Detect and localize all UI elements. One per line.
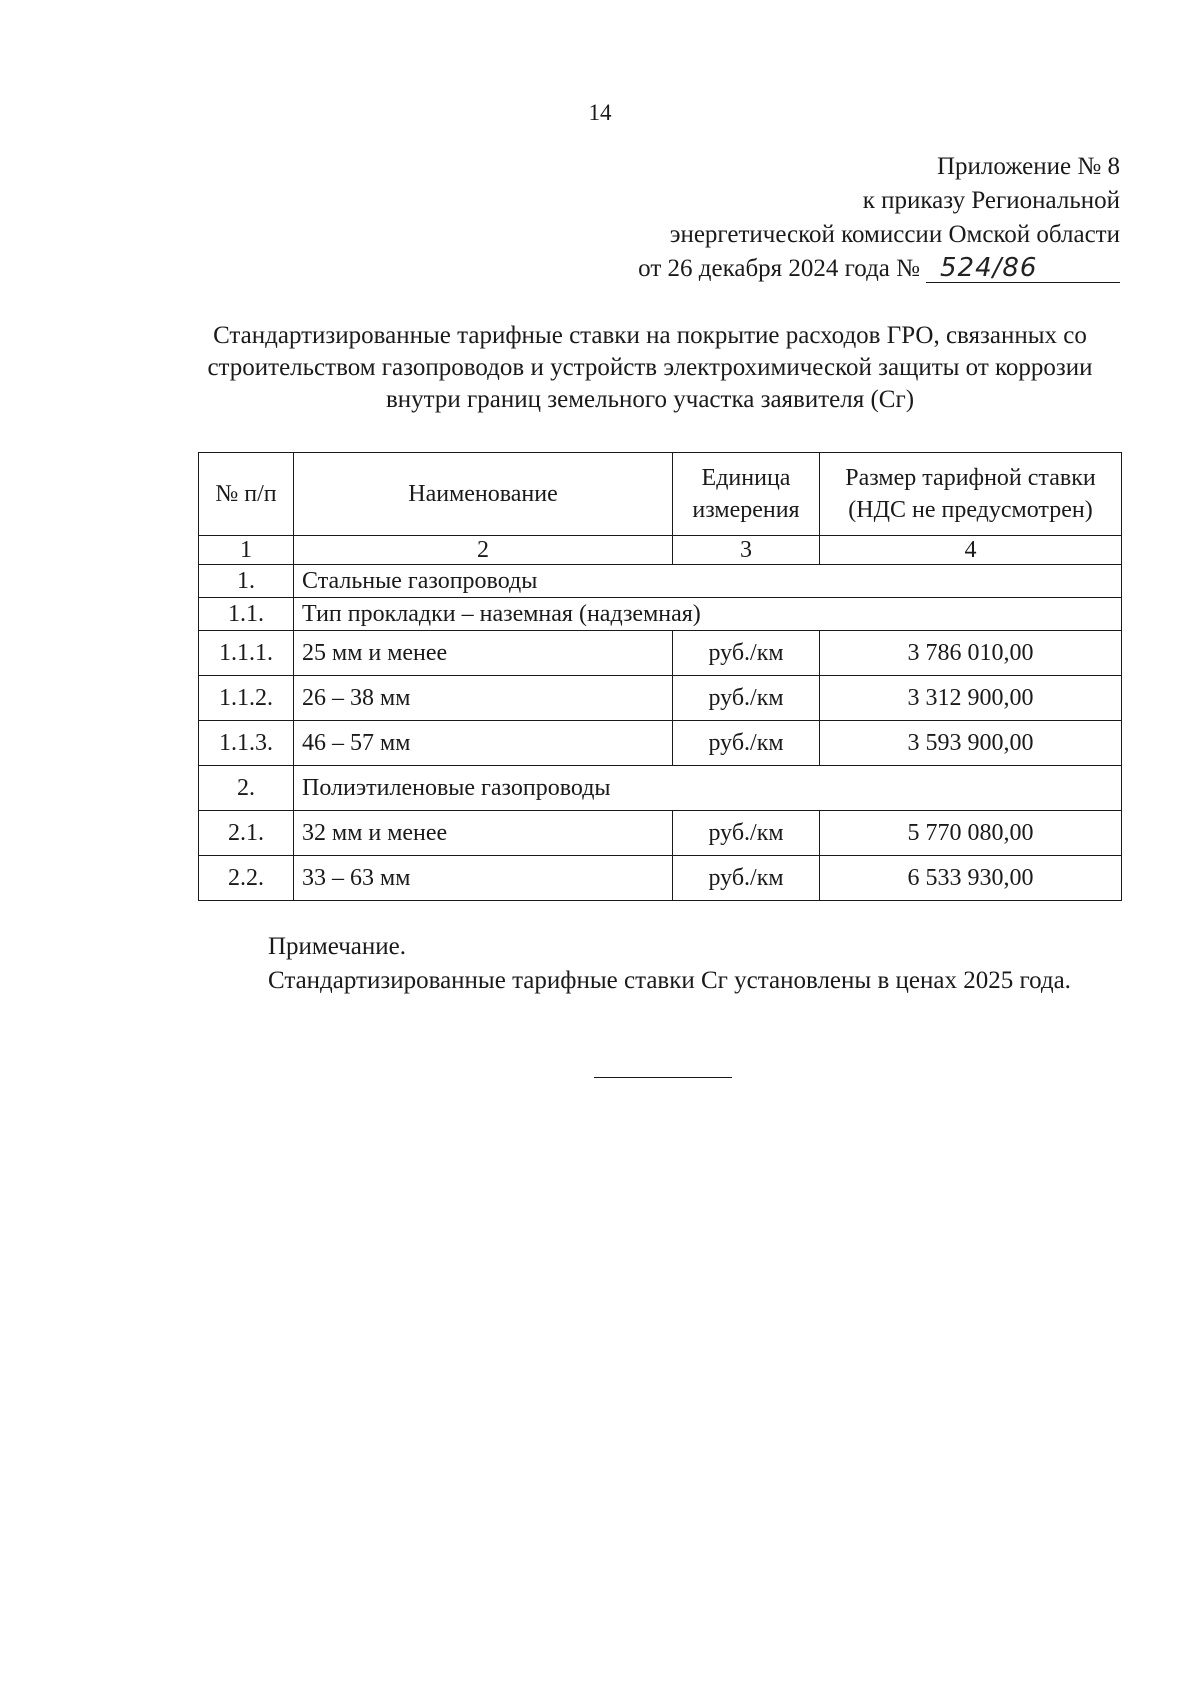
row-unit: руб./км [673, 811, 820, 856]
note-block [200, 930, 1122, 998]
annex-line-4 [638, 252, 1120, 286]
row-num: 2.2. [199, 856, 294, 901]
row-name: 25 мм и менее [294, 631, 673, 676]
row-value: 5 770 080,00 [820, 811, 1122, 856]
row-num: 1.1.1. [199, 631, 294, 676]
column-number: 1 [199, 536, 294, 565]
row-value: 6 533 930,00 [820, 856, 1122, 901]
annex-line-1: Приложение № 8 [936, 153, 1120, 180]
row-num: 1.1.3. [199, 721, 294, 766]
document-title: Стандартизированные тарифные ставки на покрытие расходов ГРО, связанных со строительством газопроводов и устройств электрохимической защиты от коррозии внутри границ земельного участка заявителя (Сг) [207, 322, 1093, 413]
row-num: 1.1. [199, 598, 294, 631]
row-name: 32 мм и менее [294, 811, 673, 856]
column-number-row [199, 536, 1122, 565]
row-num: 2.1. [199, 811, 294, 856]
column-number: 3 [673, 536, 820, 565]
column-number: 4 [820, 536, 1122, 565]
column-number: 2 [294, 536, 673, 565]
row-num: 1. [199, 565, 294, 598]
row-name: Полиэтиленовые газопроводы [294, 766, 1122, 811]
table-header-row [199, 453, 1122, 536]
table-row [199, 856, 1122, 901]
tariff-table [198, 452, 1122, 901]
row-unit: руб./км [673, 856, 820, 901]
row-unit: руб./км [673, 631, 820, 676]
page-number: 14 [588, 100, 612, 125]
order-number-handwritten: 524/86 [926, 254, 1120, 283]
annex-header [638, 150, 1120, 286]
table-row [199, 811, 1122, 856]
end-divider [594, 1077, 732, 1078]
note-title: Примечание. [268, 933, 407, 960]
table-row [199, 565, 1122, 598]
annex-line-2: к приказу Региональной [862, 187, 1120, 214]
table-row [199, 631, 1122, 676]
note-text: Стандартизированные тарифные ставки Сг установлены в ценах 2025 года. [268, 967, 1071, 994]
header-num: № п/п [199, 453, 294, 536]
table-row [199, 676, 1122, 721]
header-value: Размер тарифной ставки (НДС не предусмотрен) [820, 453, 1122, 536]
row-name: Тип прокладки – наземная (надземная) [294, 598, 1122, 631]
header-unit: Единица измерения [673, 453, 820, 536]
row-unit: руб./км [673, 721, 820, 766]
table-row [199, 598, 1122, 631]
row-unit: руб./км [673, 676, 820, 721]
row-name: 26 – 38 мм [294, 676, 673, 721]
row-value: 3 593 900,00 [820, 721, 1122, 766]
row-value: 3 312 900,00 [820, 676, 1122, 721]
row-name: Стальные газопроводы [294, 565, 1122, 598]
table-row [199, 766, 1122, 811]
header-name: Наименование [294, 453, 673, 536]
row-name: 46 – 57 мм [294, 721, 673, 766]
table-row [199, 721, 1122, 766]
row-num: 2. [199, 766, 294, 811]
row-name: 33 – 63 мм [294, 856, 673, 901]
annex-line-3: энергетической комиссии Омской области [669, 221, 1120, 248]
order-date: от 26 декабря 2024 года № [638, 255, 920, 282]
row-num: 1.1.2. [199, 676, 294, 721]
row-value: 3 786 010,00 [820, 631, 1122, 676]
